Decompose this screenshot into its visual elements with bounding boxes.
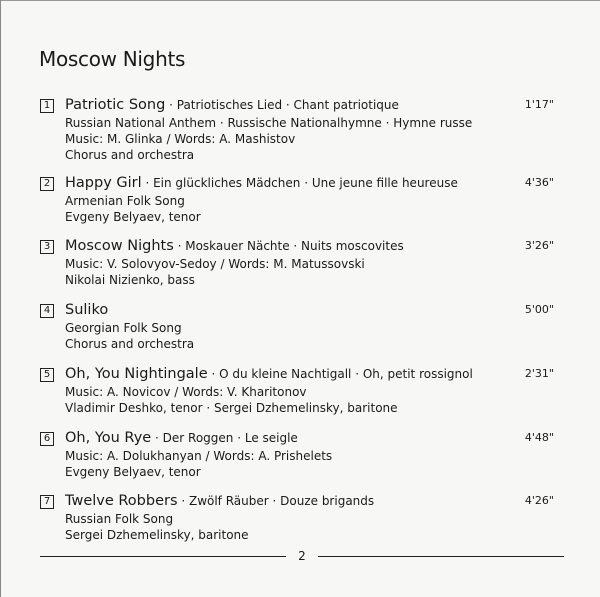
track-duration: 1'17" bbox=[524, 98, 554, 111]
track-text bbox=[65, 95, 472, 163]
track-detail-line: Music: M. Glinka / Words: A. Mashistov bbox=[65, 132, 296, 146]
page-border-top bbox=[0, 0, 600, 1]
track-detail-line: Music: A. Novicov / Words: V. Kharitonov bbox=[65, 385, 307, 399]
track-text bbox=[65, 236, 404, 288]
track-title-translations: · Der Roggen · Le seigle bbox=[151, 431, 298, 445]
track-duration: 2'31" bbox=[524, 367, 554, 380]
track-title: Patriotic Song bbox=[65, 97, 166, 113]
track-title: Twelve Robbers bbox=[65, 493, 178, 509]
footer-rule-right bbox=[318, 556, 564, 557]
track-title-line bbox=[65, 364, 473, 384]
track-detail-line: Music: V. Solovyov-Sedoy / Words: M. Matussovski bbox=[65, 257, 365, 271]
track-title: Oh, You Rye bbox=[65, 430, 152, 446]
track-detail-line: Nikolai Nizienko, bass bbox=[65, 273, 195, 287]
track-detail-line: Chorus and orchestra bbox=[65, 148, 195, 162]
track-detail-line: Music: A. Dolukhanyan / Words: A. Prishelets bbox=[65, 449, 333, 463]
track-number-box: 3 bbox=[40, 240, 54, 254]
track-detail-line: Chorus and orchestra bbox=[65, 337, 195, 351]
track-detail-line: Russian National Anthem · Russische Nationalhymne · Hymne russe bbox=[65, 116, 473, 130]
track-title-line bbox=[65, 491, 374, 511]
page-title: Moscow Nights bbox=[39, 47, 186, 71]
track-number-box: 1 bbox=[40, 99, 54, 113]
track-number-box: 2 bbox=[40, 177, 54, 191]
track-detail-line: Evgeny Belyaev, tenor bbox=[65, 210, 201, 224]
track-title-line bbox=[65, 95, 472, 115]
track-duration: 3'26" bbox=[524, 239, 554, 252]
track-text bbox=[65, 364, 473, 416]
track-title: Oh, You Nightingale bbox=[65, 366, 208, 382]
track-duration: 4'48" bbox=[524, 431, 554, 444]
track-title: Moscow Nights bbox=[65, 238, 174, 254]
track-title-line bbox=[65, 428, 332, 448]
track-duration: 5'00" bbox=[524, 303, 554, 316]
page-border-left bbox=[0, 0, 1, 597]
track-text bbox=[65, 173, 458, 225]
track-number-box: 7 bbox=[40, 495, 54, 509]
track-title-translations: · Zwölf Räuber · Douze brigands bbox=[177, 494, 375, 508]
page-number: 2 bbox=[298, 549, 306, 563]
track-detail-line: Russian Folk Song bbox=[65, 512, 174, 526]
track-title-line bbox=[65, 173, 458, 193]
track-number-box: 6 bbox=[40, 432, 54, 446]
track-number-box: 5 bbox=[40, 368, 54, 382]
track-detail-line: Evgeny Belyaev, tenor bbox=[65, 465, 201, 479]
track-title-line bbox=[65, 300, 194, 320]
track-title-translations: · Patriotisches Lied · Chant patriotique bbox=[165, 98, 399, 112]
track-title-translations: · O du kleine Nachtigall · Oh, petit rossignol bbox=[207, 367, 473, 381]
track-title-line bbox=[65, 236, 404, 256]
track-duration: 4'36" bbox=[524, 176, 554, 189]
track-text bbox=[65, 491, 374, 543]
track-detail-line: Georgian Folk Song bbox=[65, 321, 182, 335]
track-duration: 4'26" bbox=[524, 494, 554, 507]
track-text bbox=[65, 300, 194, 352]
track-text bbox=[65, 428, 332, 480]
track-title: Suliko bbox=[65, 302, 109, 318]
track-title-translations: · Ein glückliches Mädchen · Une jeune fille heureuse bbox=[141, 176, 458, 190]
track-detail-line: Vladimir Deshko, tenor · Sergei Dzhemelinsky, baritone bbox=[65, 401, 398, 415]
track-number-box: 4 bbox=[40, 304, 54, 318]
track-title: Happy Girl bbox=[65, 175, 142, 191]
track-detail-line: Armenian Folk Song bbox=[65, 194, 185, 208]
track-title-translations: · Moskauer Nächte · Nuits moscovites bbox=[173, 239, 404, 253]
footer-rule-left bbox=[40, 556, 286, 557]
track-detail-line: Sergei Dzhemelinsky, baritone bbox=[65, 528, 249, 542]
